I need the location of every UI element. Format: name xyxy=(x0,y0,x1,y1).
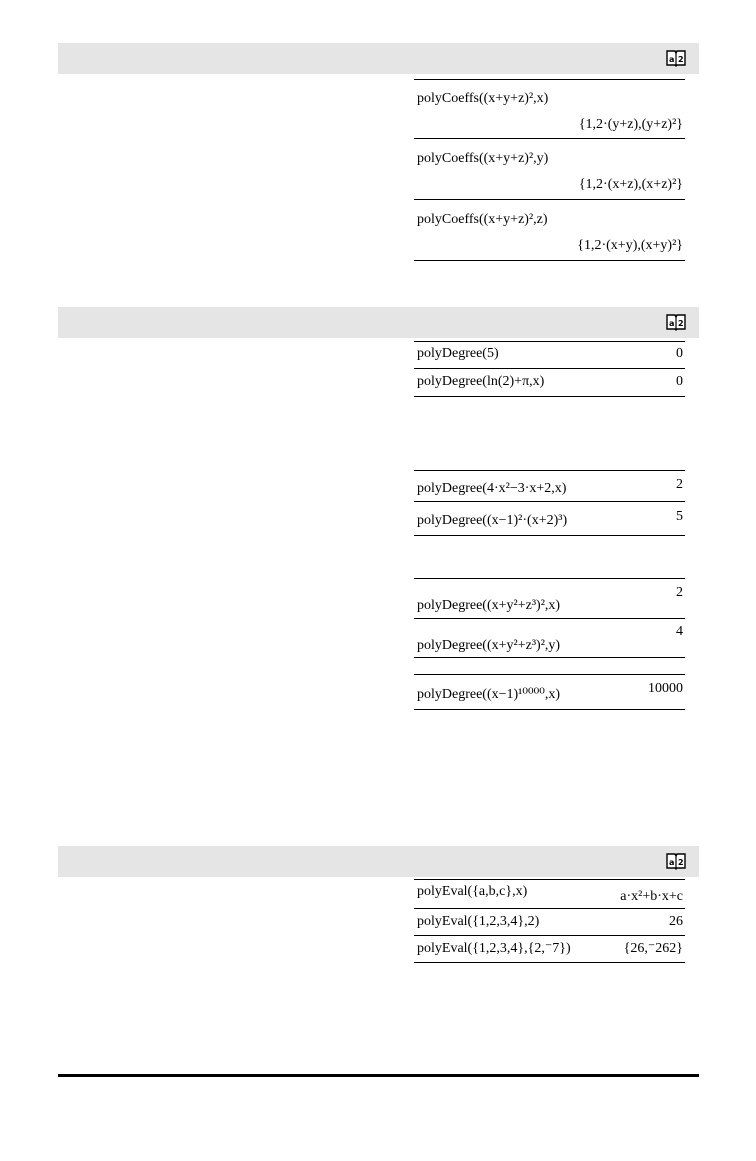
example-table-polydegree-4 xyxy=(414,674,685,710)
expression: polyCoeffs((x+y+z)²,z) xyxy=(417,212,548,227)
divider xyxy=(414,674,685,675)
divider xyxy=(414,341,685,342)
example-table-polydegree-3 xyxy=(414,578,685,658)
example-table-polyeval xyxy=(414,879,685,963)
divider xyxy=(414,199,685,200)
expression: polyDegree(ln(2)+π,x) xyxy=(417,374,545,389)
expression: polyEval({1,2,3,4},2) xyxy=(417,914,540,929)
expression: polyDegree((x+y²+z³)²,y) xyxy=(417,638,561,653)
expression: polyEval({1,2,3,4},{2,⁻7}) xyxy=(417,941,571,956)
section-bar-polydegree xyxy=(58,307,699,338)
expression: polyDegree(4·x²−3·x+2,x) xyxy=(417,481,567,496)
result: 10000 xyxy=(648,681,683,696)
result: 5 xyxy=(676,509,683,524)
result: 0 xyxy=(676,346,683,361)
divider xyxy=(414,935,685,936)
expression: polyEval({a,b,c},x) xyxy=(417,884,528,899)
expression: polyDegree((x+y²+z³)²,x) xyxy=(417,598,561,613)
divider xyxy=(414,260,685,261)
divider xyxy=(414,879,685,880)
book-icon[interactable] xyxy=(666,49,686,67)
example-table-polydegree-2 xyxy=(414,470,685,536)
example-table-polydegree-1 xyxy=(414,341,685,397)
expression: polyDegree((x−1)²·(x+2)³) xyxy=(417,513,568,528)
divider xyxy=(414,578,685,579)
divider xyxy=(414,657,685,658)
footer-rule xyxy=(58,1074,699,1077)
book-icon[interactable] xyxy=(666,313,686,331)
divider xyxy=(414,138,685,139)
result: a·x²+b·x+c xyxy=(620,889,683,904)
divider xyxy=(414,368,685,369)
expression: polyCoeffs((x+y+z)²,x) xyxy=(417,91,549,106)
result: {26,⁻262} xyxy=(623,941,683,956)
result: {1,2·(x+y),(x+y)²} xyxy=(577,238,683,253)
section-bar-polyeval xyxy=(58,846,699,877)
divider xyxy=(414,79,685,80)
result: 4 xyxy=(676,624,683,639)
divider xyxy=(414,908,685,909)
result: {1,2·(x+z),(x+z)²} xyxy=(578,177,683,192)
divider xyxy=(414,470,685,471)
expression: polyDegree(5) xyxy=(417,346,499,361)
result: 2 xyxy=(676,477,683,492)
example-table-polycoeffs xyxy=(414,79,685,261)
book-icon[interactable] xyxy=(666,852,686,870)
divider xyxy=(414,535,685,536)
divider xyxy=(414,396,685,397)
section-bar-polycoeffs xyxy=(58,43,699,74)
expression: polyCoeffs((x+y+z)²,y) xyxy=(417,151,549,166)
result: 26 xyxy=(669,914,683,929)
result: {1,2·(y+z),(y+z)²} xyxy=(578,117,683,132)
divider xyxy=(414,962,685,963)
divider xyxy=(414,709,685,710)
expression: polyDegree((x−1)¹⁰⁰⁰⁰,x) xyxy=(417,687,560,702)
result: 0 xyxy=(676,374,683,389)
divider xyxy=(414,501,685,502)
result: 2 xyxy=(676,585,683,600)
divider xyxy=(414,618,685,619)
